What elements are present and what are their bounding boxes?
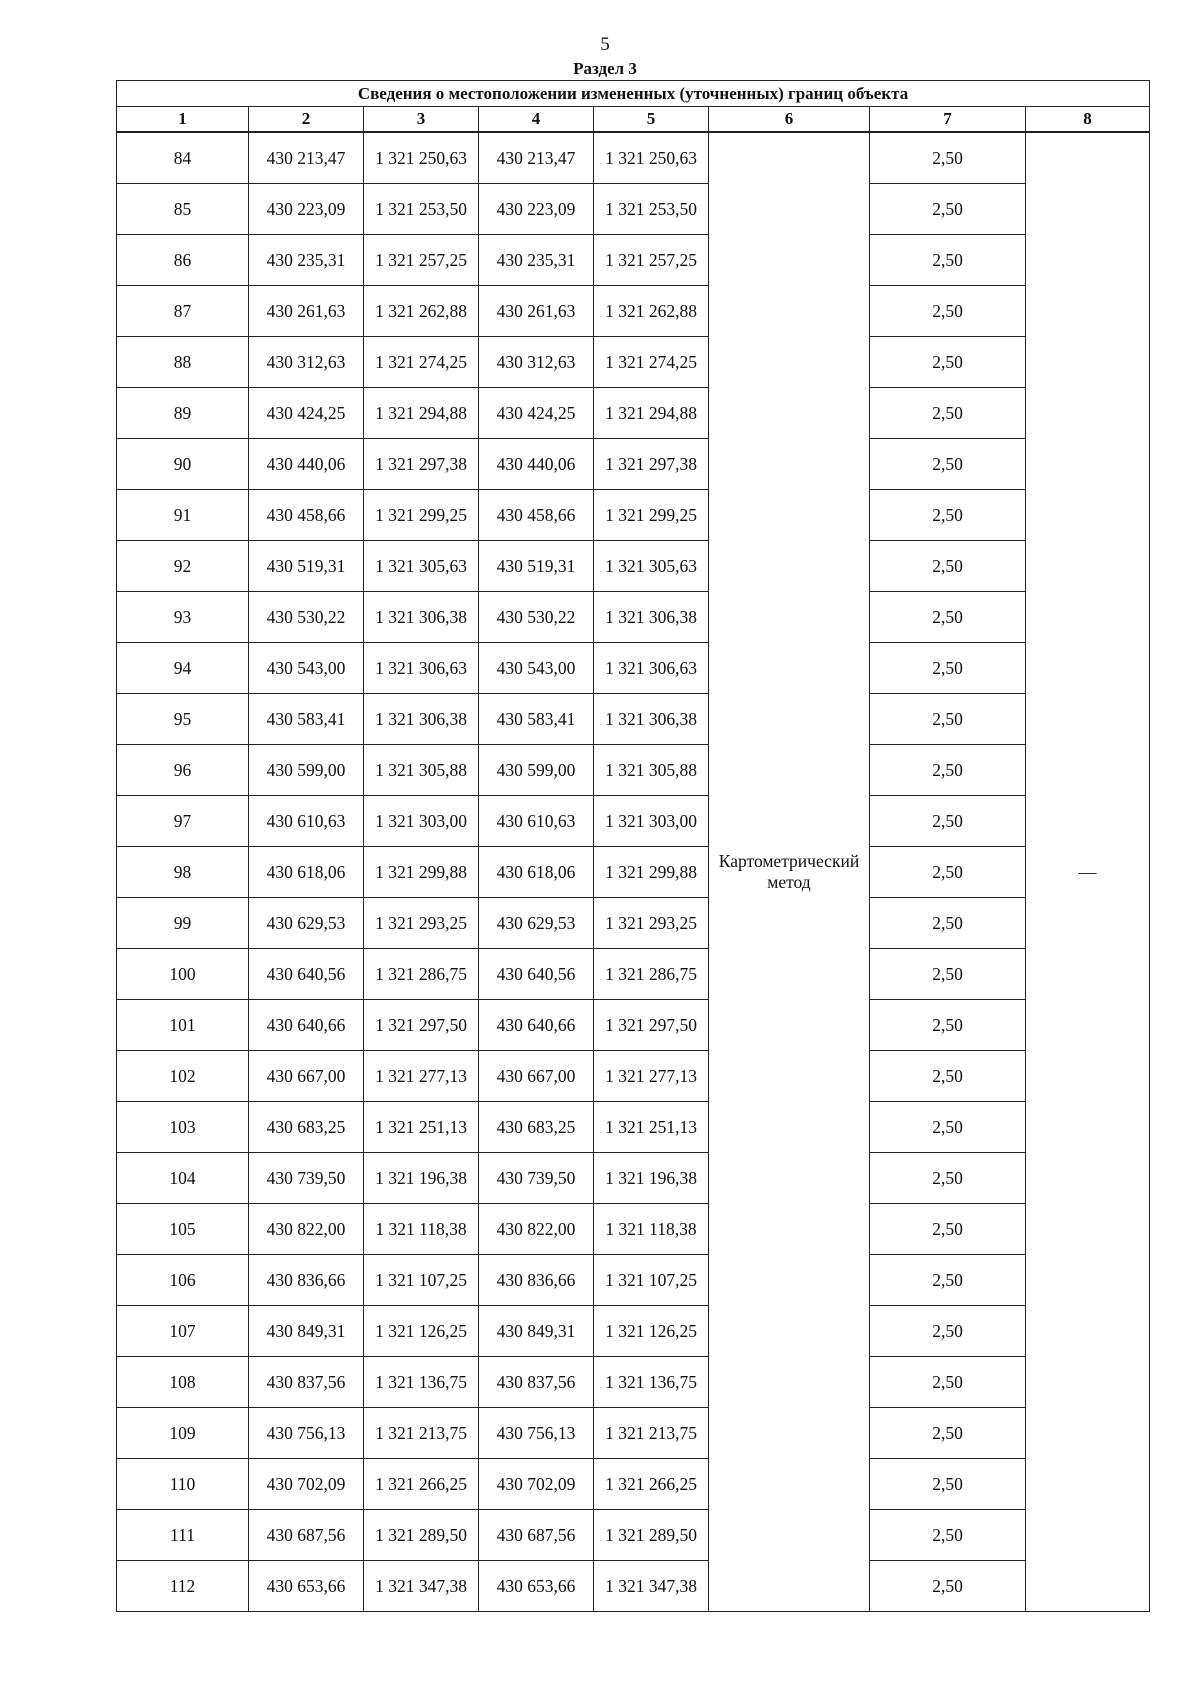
table-row <box>117 541 1150 592</box>
precision-cell: 2,50 <box>870 1051 1026 1102</box>
y-new-cell: 1 321 274,25 <box>594 337 709 388</box>
x-new-cell: 430 683,25 <box>479 1102 594 1153</box>
x-new-cell: 430 235,31 <box>479 235 594 286</box>
y-new-cell: 1 321 286,75 <box>594 949 709 1000</box>
y-old-cell: 1 321 251,13 <box>364 1102 479 1153</box>
x-old-cell: 430 610,63 <box>249 796 364 847</box>
precision-cell: 2,50 <box>870 745 1026 796</box>
table-row <box>117 949 1150 1000</box>
table-row <box>117 1561 1150 1612</box>
point-number-cell: 85 <box>117 184 249 235</box>
precision-cell: 2,50 <box>870 286 1026 337</box>
y-new-cell: 1 321 262,88 <box>594 286 709 337</box>
table-row <box>117 898 1150 949</box>
table-row <box>117 1408 1150 1459</box>
point-number-cell: 92 <box>117 541 249 592</box>
x-new-cell: 430 223,09 <box>479 184 594 235</box>
y-new-cell: 1 321 306,38 <box>594 694 709 745</box>
table-row <box>117 1357 1150 1408</box>
precision-cell: 2,50 <box>870 1459 1026 1510</box>
point-number-cell: 111 <box>117 1510 249 1561</box>
x-new-cell: 430 440,06 <box>479 439 594 490</box>
column-number-row <box>117 107 1150 133</box>
x-old-cell: 430 223,09 <box>249 184 364 235</box>
table-caption: Сведения о местоположении измененных (уточненных) границ объекта <box>117 81 1150 107</box>
precision-cell: 2,50 <box>870 1357 1026 1408</box>
table-row <box>117 1000 1150 1051</box>
x-new-cell: 430 640,56 <box>479 949 594 1000</box>
point-number-cell: 86 <box>117 235 249 286</box>
y-new-cell: 1 321 299,25 <box>594 490 709 541</box>
point-number-cell: 87 <box>117 286 249 337</box>
x-new-cell: 430 610,63 <box>479 796 594 847</box>
point-number-cell: 97 <box>117 796 249 847</box>
y-old-cell: 1 321 297,38 <box>364 439 479 490</box>
y-old-cell: 1 321 347,38 <box>364 1561 479 1612</box>
table-row <box>117 235 1150 286</box>
point-number-cell: 90 <box>117 439 249 490</box>
x-old-cell: 430 235,31 <box>249 235 364 286</box>
x-old-cell: 430 629,53 <box>249 898 364 949</box>
y-new-cell: 1 321 196,38 <box>594 1153 709 1204</box>
precision-cell: 2,50 <box>870 643 1026 694</box>
precision-cell: 2,50 <box>870 694 1026 745</box>
y-old-cell: 1 321 305,63 <box>364 541 479 592</box>
point-number-cell: 105 <box>117 1204 249 1255</box>
table-row <box>117 286 1150 337</box>
x-new-cell: 430 687,56 <box>479 1510 594 1561</box>
y-old-cell: 1 321 196,38 <box>364 1153 479 1204</box>
table-row <box>117 1102 1150 1153</box>
y-old-cell: 1 321 299,88 <box>364 847 479 898</box>
precision-cell: 2,50 <box>870 184 1026 235</box>
precision-cell: 2,50 <box>870 1204 1026 1255</box>
precision-cell: 2,50 <box>870 796 1026 847</box>
y-new-cell: 1 321 107,25 <box>594 1255 709 1306</box>
table-caption-row <box>117 81 1150 107</box>
column-number: 5 <box>594 107 709 133</box>
precision-cell: 2,50 <box>870 898 1026 949</box>
x-new-cell: 430 213,47 <box>479 132 594 184</box>
x-old-cell: 430 599,00 <box>249 745 364 796</box>
x-new-cell: 430 667,00 <box>479 1051 594 1102</box>
table-row <box>117 184 1150 235</box>
point-number-cell: 102 <box>117 1051 249 1102</box>
x-new-cell: 430 822,00 <box>479 1204 594 1255</box>
point-number-cell: 84 <box>117 132 249 184</box>
point-number-cell: 103 <box>117 1102 249 1153</box>
x-old-cell: 430 213,47 <box>249 132 364 184</box>
y-new-cell: 1 321 250,63 <box>594 132 709 184</box>
point-number-cell: 96 <box>117 745 249 796</box>
x-new-cell: 430 702,09 <box>479 1459 594 1510</box>
column-number: 2 <box>249 107 364 133</box>
x-new-cell: 430 530,22 <box>479 592 594 643</box>
table-row <box>117 1306 1150 1357</box>
x-old-cell: 430 683,25 <box>249 1102 364 1153</box>
precision-cell: 2,50 <box>870 1102 1026 1153</box>
table-row <box>117 1051 1150 1102</box>
precision-cell: 2,50 <box>870 1306 1026 1357</box>
column-number: 6 <box>709 107 870 133</box>
x-old-cell: 430 618,06 <box>249 847 364 898</box>
precision-cell: 2,50 <box>870 1561 1026 1612</box>
table-row <box>117 1255 1150 1306</box>
y-old-cell: 1 321 293,25 <box>364 898 479 949</box>
y-new-cell: 1 321 305,63 <box>594 541 709 592</box>
x-new-cell: 430 458,66 <box>479 490 594 541</box>
point-number-cell: 91 <box>117 490 249 541</box>
table-row <box>117 796 1150 847</box>
point-number-cell: 89 <box>117 388 249 439</box>
x-old-cell: 430 849,31 <box>249 1306 364 1357</box>
x-old-cell: 430 424,25 <box>249 388 364 439</box>
point-number-cell: 110 <box>117 1459 249 1510</box>
y-new-cell: 1 321 136,75 <box>594 1357 709 1408</box>
y-new-cell: 1 321 251,13 <box>594 1102 709 1153</box>
point-number-cell: 112 <box>117 1561 249 1612</box>
x-new-cell: 430 837,56 <box>479 1357 594 1408</box>
table-row <box>117 1510 1150 1561</box>
table-row <box>117 1459 1150 1510</box>
x-old-cell: 430 836,66 <box>249 1255 364 1306</box>
x-new-cell: 430 618,06 <box>479 847 594 898</box>
table-row <box>117 388 1150 439</box>
x-new-cell: 430 599,00 <box>479 745 594 796</box>
method-cell: Картометрический метод <box>709 132 870 1612</box>
precision-cell: 2,50 <box>870 132 1026 184</box>
y-new-cell: 1 321 297,38 <box>594 439 709 490</box>
y-new-cell: 1 321 257,25 <box>594 235 709 286</box>
point-number-cell: 98 <box>117 847 249 898</box>
y-new-cell: 1 321 347,38 <box>594 1561 709 1612</box>
coordinates-table <box>116 80 1150 1612</box>
column-number: 7 <box>870 107 1026 133</box>
precision-cell: 2,50 <box>870 1000 1026 1051</box>
x-old-cell: 430 440,06 <box>249 439 364 490</box>
y-old-cell: 1 321 306,38 <box>364 592 479 643</box>
x-new-cell: 430 653,66 <box>479 1561 594 1612</box>
table-row <box>117 694 1150 745</box>
table-row <box>117 1153 1150 1204</box>
x-old-cell: 430 702,09 <box>249 1459 364 1510</box>
x-old-cell: 430 583,41 <box>249 694 364 745</box>
y-new-cell: 1 321 118,38 <box>594 1204 709 1255</box>
y-old-cell: 1 321 136,75 <box>364 1357 479 1408</box>
y-old-cell: 1 321 118,38 <box>364 1204 479 1255</box>
table-row <box>117 847 1150 898</box>
y-old-cell: 1 321 126,25 <box>364 1306 479 1357</box>
table-row <box>117 592 1150 643</box>
y-old-cell: 1 321 257,25 <box>364 235 479 286</box>
section-title: Раздел 3 <box>573 59 637 78</box>
precision-cell: 2,50 <box>870 541 1026 592</box>
point-number-cell: 104 <box>117 1153 249 1204</box>
x-old-cell: 430 687,56 <box>249 1510 364 1561</box>
x-new-cell: 430 849,31 <box>479 1306 594 1357</box>
precision-cell: 2,50 <box>870 337 1026 388</box>
precision-cell: 2,50 <box>870 592 1026 643</box>
precision-cell: 2,50 <box>870 388 1026 439</box>
table-row <box>117 1204 1150 1255</box>
y-old-cell: 1 321 213,75 <box>364 1408 479 1459</box>
x-new-cell: 430 312,63 <box>479 337 594 388</box>
column-number: 8 <box>1026 107 1150 133</box>
x-new-cell: 430 756,13 <box>479 1408 594 1459</box>
precision-cell: 2,50 <box>870 1510 1026 1561</box>
y-old-cell: 1 321 299,25 <box>364 490 479 541</box>
x-old-cell: 430 653,66 <box>249 1561 364 1612</box>
precision-cell: 2,50 <box>870 1255 1026 1306</box>
x-new-cell: 430 424,25 <box>479 388 594 439</box>
x-new-cell: 430 583,41 <box>479 694 594 745</box>
y-new-cell: 1 321 306,63 <box>594 643 709 694</box>
point-number-cell: 93 <box>117 592 249 643</box>
point-number-cell: 88 <box>117 337 249 388</box>
table-row <box>117 132 1150 184</box>
x-old-cell: 430 667,00 <box>249 1051 364 1102</box>
y-new-cell: 1 321 294,88 <box>594 388 709 439</box>
table-row <box>117 745 1150 796</box>
y-old-cell: 1 321 306,38 <box>364 694 479 745</box>
x-new-cell: 430 739,50 <box>479 1153 594 1204</box>
y-old-cell: 1 321 274,25 <box>364 337 479 388</box>
y-new-cell: 1 321 126,25 <box>594 1306 709 1357</box>
y-old-cell: 1 321 277,13 <box>364 1051 479 1102</box>
precision-cell: 2,50 <box>870 1408 1026 1459</box>
point-number-cell: 99 <box>117 898 249 949</box>
y-new-cell: 1 321 266,25 <box>594 1459 709 1510</box>
column8-cell: — <box>1026 132 1150 1612</box>
y-new-cell: 1 321 303,00 <box>594 796 709 847</box>
y-new-cell: 1 321 213,75 <box>594 1408 709 1459</box>
x-old-cell: 430 739,50 <box>249 1153 364 1204</box>
y-new-cell: 1 321 253,50 <box>594 184 709 235</box>
x-old-cell: 430 640,56 <box>249 949 364 1000</box>
y-new-cell: 1 321 297,50 <box>594 1000 709 1051</box>
precision-cell: 2,50 <box>870 847 1026 898</box>
y-new-cell: 1 321 299,88 <box>594 847 709 898</box>
x-old-cell: 430 837,56 <box>249 1357 364 1408</box>
column-number: 1 <box>117 107 249 133</box>
column-number: 4 <box>479 107 594 133</box>
column-number: 3 <box>364 107 479 133</box>
point-number-cell: 108 <box>117 1357 249 1408</box>
x-new-cell: 430 261,63 <box>479 286 594 337</box>
y-new-cell: 1 321 293,25 <box>594 898 709 949</box>
y-old-cell: 1 321 253,50 <box>364 184 479 235</box>
y-old-cell: 1 321 294,88 <box>364 388 479 439</box>
y-new-cell: 1 321 305,88 <box>594 745 709 796</box>
y-old-cell: 1 321 289,50 <box>364 1510 479 1561</box>
precision-cell: 2,50 <box>870 439 1026 490</box>
precision-cell: 2,50 <box>870 1153 1026 1204</box>
x-old-cell: 430 530,22 <box>249 592 364 643</box>
y-old-cell: 1 321 262,88 <box>364 286 479 337</box>
y-old-cell: 1 321 305,88 <box>364 745 479 796</box>
y-new-cell: 1 321 289,50 <box>594 1510 709 1561</box>
x-old-cell: 430 756,13 <box>249 1408 364 1459</box>
table-row <box>117 439 1150 490</box>
point-number-cell: 95 <box>117 694 249 745</box>
x-old-cell: 430 822,00 <box>249 1204 364 1255</box>
table-row <box>117 490 1150 541</box>
y-old-cell: 1 321 303,00 <box>364 796 479 847</box>
point-number-cell: 109 <box>117 1408 249 1459</box>
point-number-cell: 94 <box>117 643 249 694</box>
y-old-cell: 1 321 107,25 <box>364 1255 479 1306</box>
point-number-cell: 106 <box>117 1255 249 1306</box>
x-old-cell: 430 458,66 <box>249 490 364 541</box>
x-old-cell: 430 312,63 <box>249 337 364 388</box>
page-number: 5 <box>600 34 610 55</box>
point-number-cell: 107 <box>117 1306 249 1357</box>
y-old-cell: 1 321 286,75 <box>364 949 479 1000</box>
precision-cell: 2,50 <box>870 235 1026 286</box>
precision-cell: 2,50 <box>870 490 1026 541</box>
x-new-cell: 430 836,66 <box>479 1255 594 1306</box>
y-old-cell: 1 321 250,63 <box>364 132 479 184</box>
x-new-cell: 430 629,53 <box>479 898 594 949</box>
table-body <box>117 132 1150 1612</box>
x-new-cell: 430 543,00 <box>479 643 594 694</box>
x-new-cell: 430 640,66 <box>479 1000 594 1051</box>
y-new-cell: 1 321 306,38 <box>594 592 709 643</box>
x-new-cell: 430 519,31 <box>479 541 594 592</box>
x-old-cell: 430 640,66 <box>249 1000 364 1051</box>
point-number-cell: 100 <box>117 949 249 1000</box>
precision-cell: 2,50 <box>870 949 1026 1000</box>
y-new-cell: 1 321 277,13 <box>594 1051 709 1102</box>
point-number-cell: 101 <box>117 1000 249 1051</box>
x-old-cell: 430 543,00 <box>249 643 364 694</box>
y-old-cell: 1 321 306,63 <box>364 643 479 694</box>
y-old-cell: 1 321 266,25 <box>364 1459 479 1510</box>
table-row <box>117 337 1150 388</box>
y-old-cell: 1 321 297,50 <box>364 1000 479 1051</box>
x-old-cell: 430 519,31 <box>249 541 364 592</box>
x-old-cell: 430 261,63 <box>249 286 364 337</box>
table-row <box>117 643 1150 694</box>
